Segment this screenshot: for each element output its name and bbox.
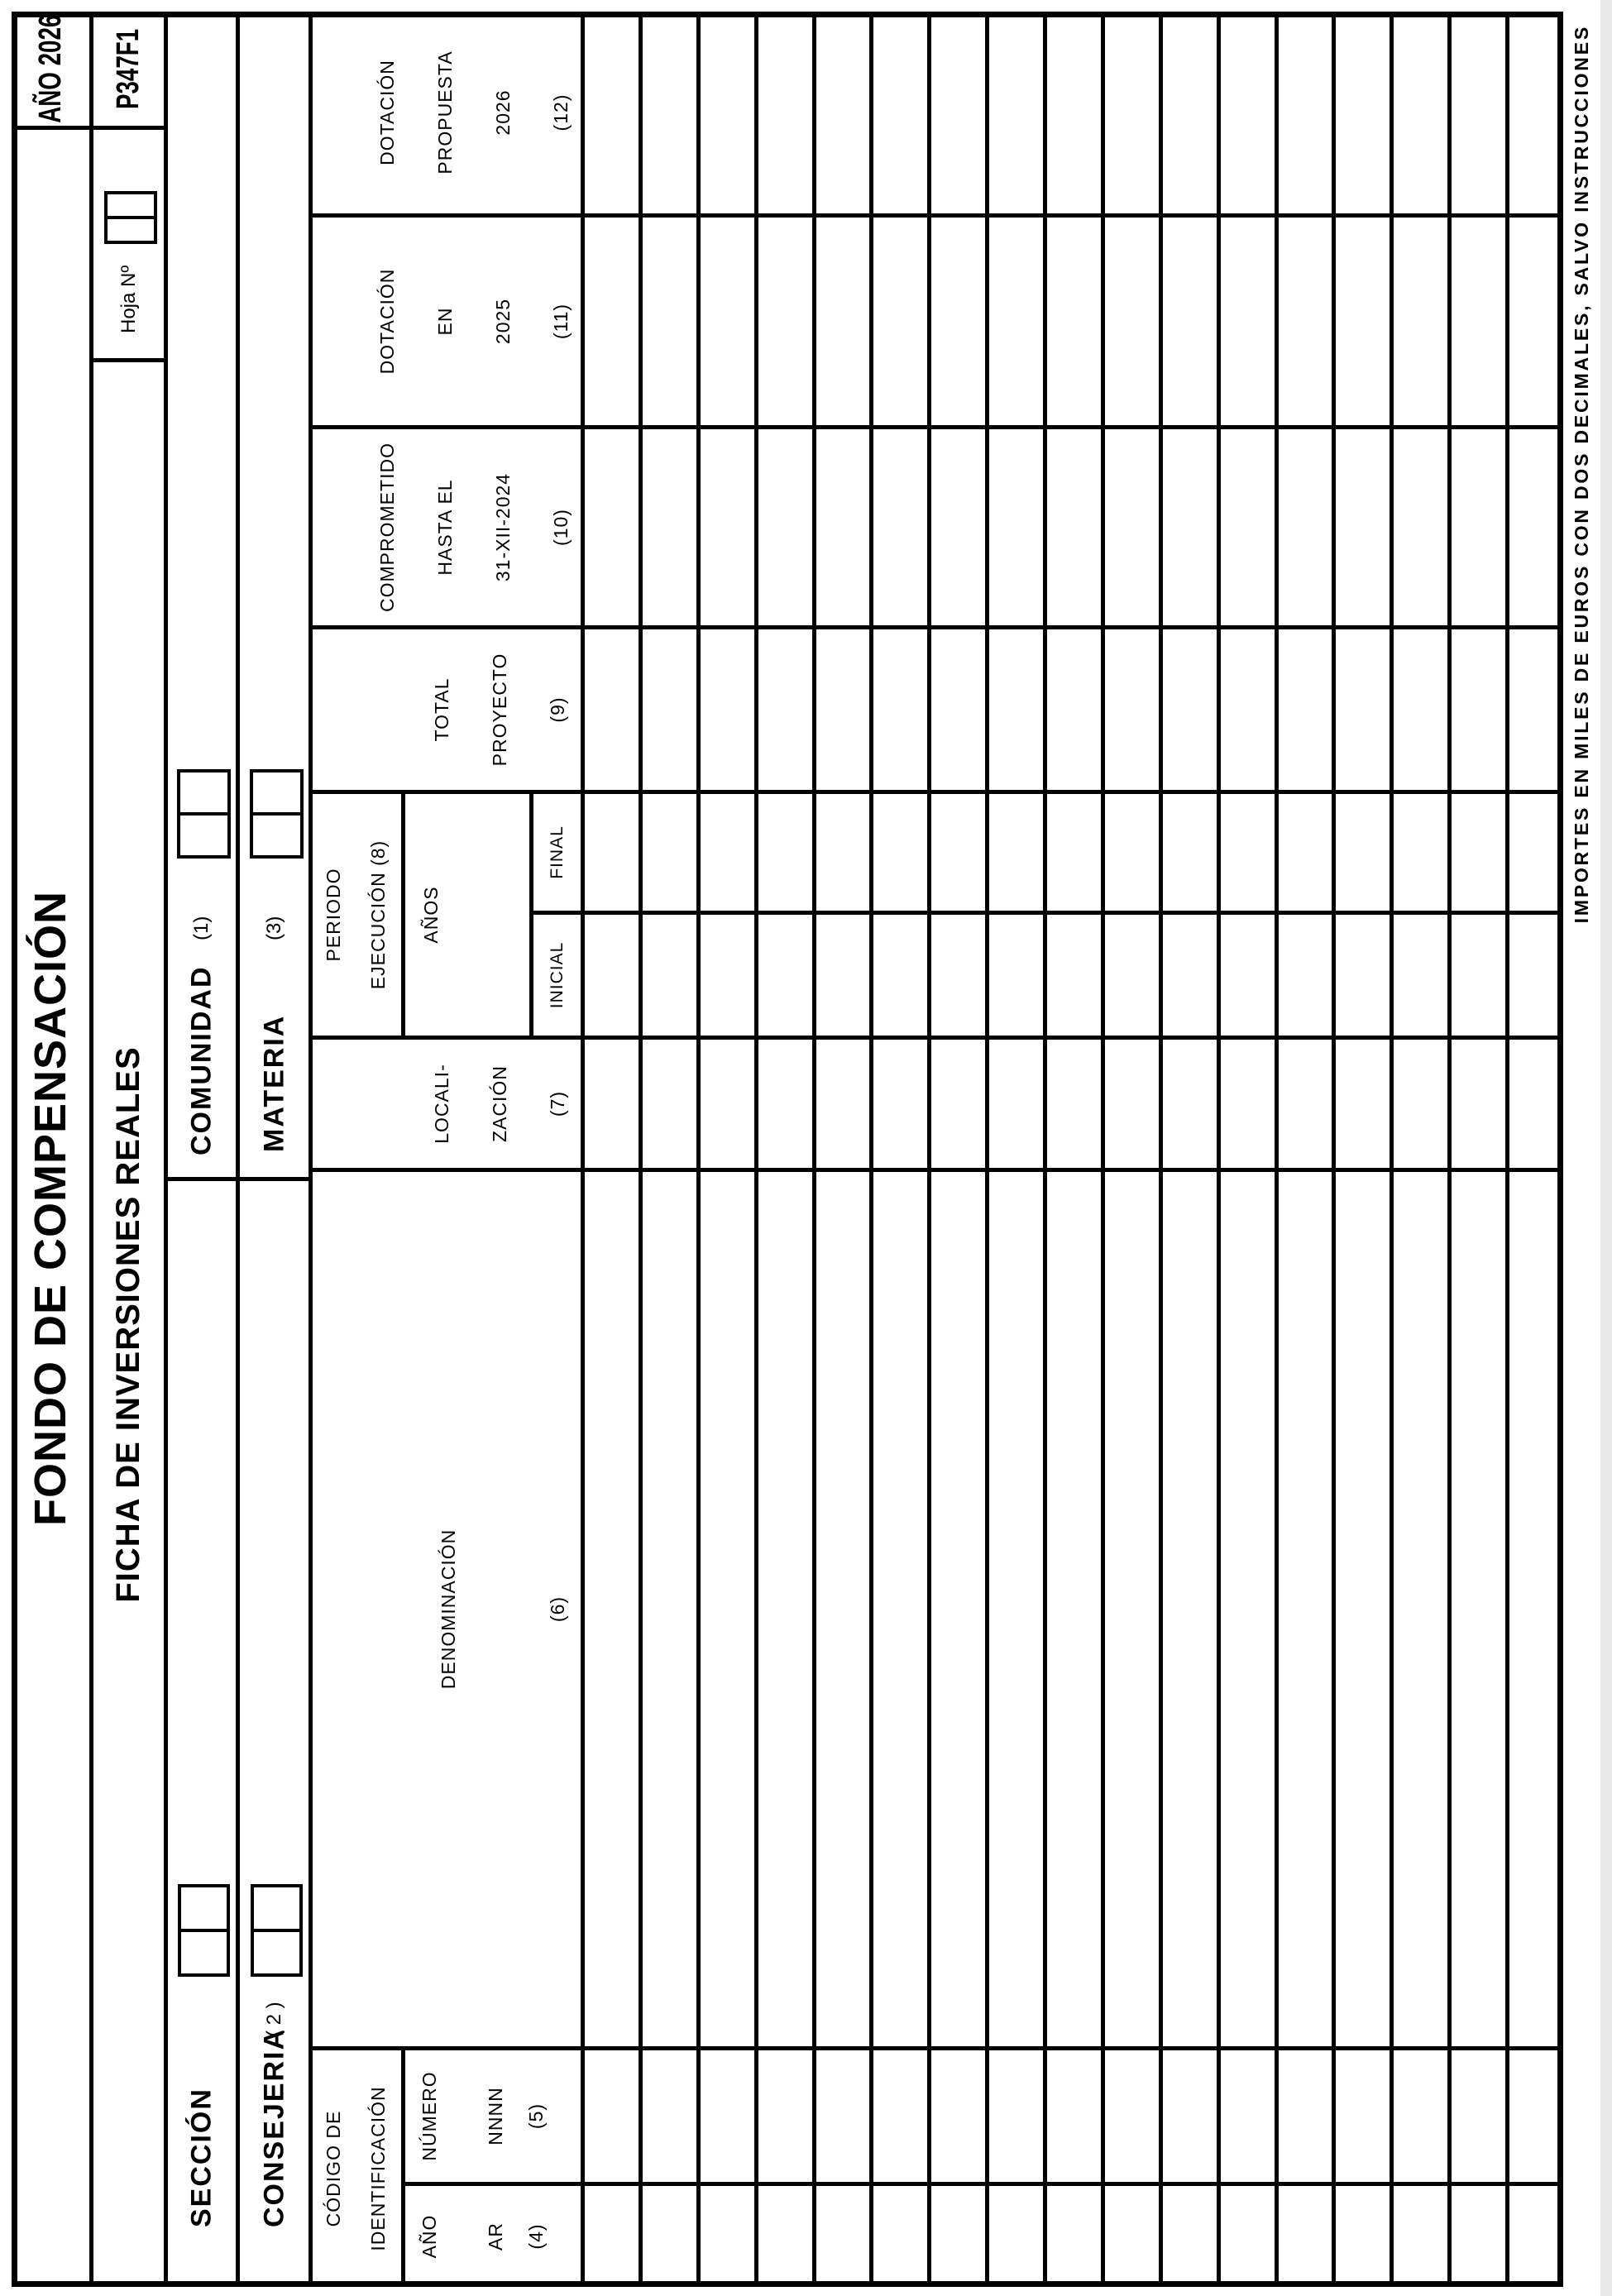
data-cell[interactable] <box>758 12 812 213</box>
data-cell[interactable] <box>989 213 1043 425</box>
data-cell[interactable] <box>931 12 985 213</box>
materia-box-1[interactable] <box>250 812 304 859</box>
col9-line1: TOTAL <box>431 677 452 742</box>
data-cell[interactable] <box>1047 425 1101 625</box>
data-cell[interactable] <box>1047 12 1101 213</box>
data-cell[interactable] <box>1452 2046 1505 2182</box>
seccion-code-boxes <box>178 1884 230 1977</box>
data-cell[interactable] <box>643 1036 696 1168</box>
data-cell[interactable] <box>1336 911 1390 1036</box>
data-cell[interactable] <box>643 1168 696 2046</box>
materia-number: (3) <box>262 916 285 940</box>
data-cell[interactable] <box>1336 2182 1390 2287</box>
data-cell[interactable] <box>1394 425 1447 625</box>
data-cell[interactable] <box>643 625 696 790</box>
data-cell[interactable] <box>1163 2182 1217 2287</box>
data-cell[interactable] <box>1163 1036 1217 1168</box>
col12-number: (12) <box>550 93 572 132</box>
data-cell[interactable] <box>873 790 927 911</box>
col8-line2: EJECUCIÓN (8) <box>367 839 389 990</box>
col5-line2: NNNN <box>485 2087 506 2145</box>
col8-anos: AÑOS <box>420 886 442 944</box>
data-cell[interactable] <box>1336 12 1390 213</box>
data-cell[interactable] <box>701 2046 754 2182</box>
data-cell[interactable] <box>1047 625 1101 790</box>
data-cell[interactable] <box>1221 213 1275 425</box>
data-cell[interactable] <box>989 425 1043 625</box>
hoja-label: Hoja Nº <box>117 265 140 333</box>
data-cell[interactable] <box>585 625 639 790</box>
data-row <box>1394 12 1452 2287</box>
data-cell[interactable] <box>1163 1168 1217 2046</box>
data-cell[interactable] <box>643 2182 696 2287</box>
data-cell[interactable] <box>1163 790 1217 911</box>
data-cell[interactable] <box>989 2182 1043 2287</box>
row-subtitle <box>93 12 168 2287</box>
row-title <box>12 12 93 2287</box>
data-cell[interactable] <box>758 213 812 425</box>
data-row <box>585 12 643 2287</box>
consejeria-box-2[interactable] <box>251 1884 303 1932</box>
data-cell[interactable] <box>701 213 754 425</box>
col7-line2: ZACIÓN <box>489 1065 510 1142</box>
row-consejeria-materia <box>240 12 313 2287</box>
data-cell[interactable] <box>873 2046 927 2182</box>
header-inicial-final <box>533 794 581 1036</box>
col12-line3: 2026 <box>492 89 514 136</box>
materia-code-boxes <box>250 769 304 859</box>
col10-line1: COMPROMETIDO <box>376 442 398 612</box>
data-cell[interactable] <box>1047 2182 1101 2287</box>
data-cell[interactable] <box>873 1036 927 1168</box>
data-cell[interactable] <box>816 425 870 625</box>
header-col-comprometido <box>313 425 581 625</box>
data-row <box>1452 12 1509 2287</box>
data-cell[interactable] <box>816 1168 870 2046</box>
data-cell[interactable] <box>931 1168 985 2046</box>
data-cell[interactable] <box>758 1168 812 2046</box>
data-cell[interactable] <box>1336 790 1390 911</box>
data-cell[interactable] <box>1221 425 1275 625</box>
data-cell[interactable] <box>989 12 1043 213</box>
data-cell[interactable] <box>585 213 639 425</box>
final-label: FINAL <box>548 825 567 879</box>
col11-line2: EN <box>434 307 456 336</box>
form-subtitle: FICHA DE INVERSIONES REALES <box>110 1046 146 1603</box>
data-cell[interactable] <box>873 425 927 625</box>
data-cell[interactable] <box>1105 12 1159 213</box>
inicial-label: INICIAL <box>548 941 567 1009</box>
col9-number: (9) <box>547 696 568 723</box>
data-cell[interactable] <box>873 911 927 1036</box>
data-cell[interactable] <box>1221 1036 1275 1168</box>
data-cell[interactable] <box>1394 2046 1447 2182</box>
data-cell[interactable] <box>1221 790 1275 911</box>
data-cell[interactable] <box>1279 12 1332 213</box>
data-cell[interactable] <box>931 2046 985 2182</box>
data-cell[interactable] <box>1452 213 1505 425</box>
data-cell[interactable] <box>1105 1168 1159 2046</box>
hoja-box-1[interactable] <box>104 216 157 244</box>
header-col-denominacion <box>313 1168 581 2046</box>
data-cell[interactable] <box>1394 2182 1447 2287</box>
data-cell[interactable] <box>1509 911 1563 1036</box>
data-cell[interactable] <box>873 1168 927 2046</box>
data-cell[interactable] <box>1047 1168 1101 2046</box>
data-row <box>1221 12 1279 2287</box>
data-cell[interactable] <box>1105 425 1159 625</box>
data-cell[interactable] <box>816 12 870 213</box>
data-cell[interactable] <box>873 2182 927 2287</box>
year-cell <box>12 12 89 126</box>
data-cell[interactable] <box>1394 625 1447 790</box>
data-cell[interactable] <box>1105 790 1159 911</box>
data-cell[interactable] <box>1221 911 1275 1036</box>
seccion-cell <box>168 1177 236 2287</box>
data-cell[interactable] <box>643 911 696 1036</box>
data-cell[interactable] <box>1336 2046 1390 2182</box>
codigo-line1: CÓDIGO DE <box>323 2110 344 2227</box>
comunidad-number: (1) <box>190 916 213 940</box>
data-cell[interactable] <box>1221 12 1275 213</box>
data-cell[interactable] <box>1452 12 1505 213</box>
data-cell[interactable] <box>1221 2182 1275 2287</box>
data-cell[interactable] <box>816 625 870 790</box>
col6-number: (6) <box>547 1595 568 1623</box>
data-cell[interactable] <box>1105 2046 1159 2182</box>
comunidad-box-1[interactable] <box>177 812 231 859</box>
table-header-band <box>313 12 585 2287</box>
data-cell[interactable] <box>643 12 696 213</box>
data-cell[interactable] <box>701 425 754 625</box>
data-cell[interactable] <box>1336 213 1390 425</box>
data-cell[interactable] <box>1047 790 1101 911</box>
subtitle-cell <box>93 358 164 2287</box>
data-cell[interactable] <box>816 2182 870 2287</box>
header-anos-label <box>405 794 533 1036</box>
data-cell[interactable] <box>873 213 927 425</box>
data-cell[interactable] <box>931 625 985 790</box>
data-row <box>816 12 874 2287</box>
form-code-cell <box>93 12 164 126</box>
data-cell[interactable] <box>1047 1036 1101 1168</box>
data-cell[interactable] <box>1279 790 1332 911</box>
data-cell[interactable] <box>816 790 870 911</box>
data-cell[interactable] <box>1279 1168 1332 2046</box>
year-label: AÑO 2026 <box>32 14 68 123</box>
data-cell[interactable] <box>585 2046 639 2182</box>
data-cell[interactable] <box>1394 12 1447 213</box>
data-cell[interactable] <box>1163 12 1217 213</box>
col6-line1: DENOMINACIÓN <box>438 1528 459 1690</box>
data-row <box>1105 12 1163 2287</box>
data-cell[interactable] <box>1509 1036 1563 1168</box>
data-cell[interactable] <box>1452 1036 1505 1168</box>
data-grid <box>585 12 1563 2287</box>
data-cell[interactable] <box>1336 1036 1390 1168</box>
data-cell[interactable] <box>931 2182 985 2287</box>
data-cell[interactable] <box>1509 625 1563 790</box>
data-cell[interactable] <box>1336 425 1390 625</box>
data-cell[interactable] <box>816 2046 870 2182</box>
seccion-box-1[interactable] <box>178 1929 230 1977</box>
col4-line1: AÑO <box>419 2214 440 2259</box>
col4-number: (4) <box>525 2223 547 2250</box>
data-cell[interactable] <box>1047 911 1101 1036</box>
data-cell[interactable] <box>931 425 985 625</box>
col8-line1: PERIODO <box>323 868 344 962</box>
col7-number: (7) <box>547 1090 568 1117</box>
header-col-dotacion-2025 <box>313 213 581 425</box>
header-periodo-label <box>313 794 405 1036</box>
data-row <box>1279 12 1337 2287</box>
data-cell[interactable] <box>931 1036 985 1168</box>
col11-line3: 2025 <box>492 298 514 345</box>
col10-line3: 31-XII-2024 <box>492 472 514 582</box>
data-cell[interactable] <box>758 1036 812 1168</box>
comunidad-cell <box>168 12 236 1177</box>
header-inicial <box>533 911 581 1036</box>
header-col-localizacion <box>313 1036 581 1168</box>
data-cell[interactable] <box>1279 213 1332 425</box>
col4-line2: AR <box>485 2222 506 2251</box>
comunidad-code-boxes <box>177 769 231 859</box>
data-cell[interactable] <box>1163 425 1217 625</box>
consejeria-cell <box>240 1177 309 2287</box>
data-cell[interactable] <box>1394 911 1447 1036</box>
data-cell[interactable] <box>585 1036 639 1168</box>
data-cell[interactable] <box>1394 213 1447 425</box>
data-cell[interactable] <box>1279 1036 1332 1168</box>
data-cell[interactable] <box>643 2046 696 2182</box>
data-cell[interactable] <box>1452 1168 1505 2046</box>
data-cell[interactable] <box>758 2182 812 2287</box>
data-cell[interactable] <box>1163 625 1217 790</box>
data-cell[interactable] <box>758 790 812 911</box>
data-cell[interactable] <box>1105 2182 1159 2287</box>
hoja-box-2[interactable] <box>104 191 157 219</box>
data-cell[interactable] <box>1221 1168 1275 2046</box>
data-row <box>1047 12 1105 2287</box>
data-row <box>1336 12 1394 2287</box>
data-cell[interactable] <box>1509 425 1563 625</box>
data-cell[interactable] <box>1163 2046 1217 2182</box>
data-cell[interactable] <box>701 1168 754 2046</box>
data-cell[interactable] <box>989 1168 1043 2046</box>
consejeria-number: ( 2 ) <box>262 2002 285 2037</box>
data-cell[interactable] <box>758 625 812 790</box>
data-cell[interactable] <box>931 213 985 425</box>
data-cell[interactable] <box>701 911 754 1036</box>
footnote: IMPORTES EN MILES DE EUROS CON DOS DECIMALES, SALVO INSTRUCCIONES <box>1571 25 1592 924</box>
data-cell[interactable] <box>1452 2182 1505 2287</box>
data-cell[interactable] <box>1105 911 1159 1036</box>
data-cell[interactable] <box>873 625 927 790</box>
data-cell[interactable] <box>1394 1168 1447 2046</box>
data-cell[interactable] <box>1279 2046 1332 2182</box>
data-cell[interactable] <box>931 911 985 1036</box>
data-cell[interactable] <box>585 12 639 213</box>
data-cell[interactable] <box>1105 1036 1159 1168</box>
data-cell[interactable] <box>1279 625 1332 790</box>
data-cell[interactable] <box>701 2182 754 2287</box>
header-col-numero <box>405 2050 581 2182</box>
data-cell[interactable] <box>989 625 1043 790</box>
col10-line2: HASTA EL <box>434 479 456 576</box>
data-cell[interactable] <box>816 911 870 1036</box>
data-cell[interactable] <box>643 425 696 625</box>
data-cell[interactable] <box>989 911 1043 1036</box>
data-cell[interactable] <box>1452 425 1505 625</box>
col11-number: (11) <box>550 303 572 340</box>
consejeria-box-1[interactable] <box>251 1929 303 1977</box>
data-cell[interactable] <box>989 1036 1043 1168</box>
materia-label: MATERIA <box>258 1014 289 1152</box>
data-cell[interactable] <box>1509 2182 1563 2287</box>
seccion-box-2[interactable] <box>178 1884 230 1932</box>
col11-line1: DOTACIÓN <box>376 268 398 375</box>
data-cell[interactable] <box>816 213 870 425</box>
data-cell[interactable] <box>1105 625 1159 790</box>
data-cell[interactable] <box>1509 790 1563 911</box>
data-cell[interactable] <box>701 1036 754 1168</box>
data-cell[interactable] <box>1279 911 1332 1036</box>
col12-line1: DOTACIÓN <box>376 60 398 165</box>
data-cell[interactable] <box>1221 625 1275 790</box>
data-cell[interactable] <box>1279 2182 1332 2287</box>
header-col-periodo <box>313 790 581 1036</box>
data-cell[interactable] <box>1105 213 1159 425</box>
data-cell[interactable] <box>1336 1168 1390 2046</box>
data-cell[interactable] <box>585 2182 639 2287</box>
data-row <box>873 12 931 2287</box>
data-cell[interactable] <box>585 790 639 911</box>
data-cell[interactable] <box>1047 213 1101 425</box>
col10-number: (10) <box>550 509 572 546</box>
col7-line1: LOCALI- <box>431 1064 452 1144</box>
main-title-cell <box>12 126 89 2287</box>
form-title: FONDO DE COMPENSACIÓN <box>26 890 75 1527</box>
header-codigo-subcolumns <box>405 2050 581 2287</box>
comunidad-label: COMUNIDAD <box>185 965 218 1155</box>
data-row <box>758 12 816 2287</box>
data-cell[interactable] <box>1394 790 1447 911</box>
col5-number: (5) <box>525 2102 547 2130</box>
header-col-ano <box>405 2182 581 2287</box>
data-cell[interactable] <box>816 1036 870 1168</box>
data-cell[interactable] <box>1509 213 1563 425</box>
data-row <box>1163 12 1221 2287</box>
data-cell[interactable] <box>989 790 1043 911</box>
data-cell[interactable] <box>1509 12 1563 213</box>
data-cell[interactable] <box>701 625 754 790</box>
data-row <box>643 12 701 2287</box>
row-seccion-comunidad <box>168 12 240 2287</box>
header-codigo-label <box>313 2050 405 2287</box>
hoja-cell <box>93 126 164 358</box>
col9-line2: PROYECTO <box>489 653 510 767</box>
data-row <box>701 12 758 2287</box>
data-row <box>931 12 989 2287</box>
consejeria-label: CONSEJERIA <box>258 2027 289 2227</box>
codigo-line2: IDENTIFICACIÓN <box>367 2086 389 2251</box>
data-cell[interactable] <box>1163 213 1217 425</box>
data-cell[interactable] <box>1452 911 1505 1036</box>
data-cell[interactable] <box>1509 2046 1563 2182</box>
data-cell[interactable] <box>585 1168 639 2046</box>
data-cell[interactable] <box>643 790 696 911</box>
data-cell[interactable] <box>1452 625 1505 790</box>
data-cell[interactable] <box>701 12 754 213</box>
data-cell[interactable] <box>1163 911 1217 1036</box>
data-row <box>989 12 1047 2287</box>
data-cell[interactable] <box>585 911 639 1036</box>
data-cell[interactable] <box>1221 2046 1275 2182</box>
data-row <box>1509 12 1563 2287</box>
data-cell[interactable] <box>758 911 812 1036</box>
data-cell[interactable] <box>758 2046 812 2182</box>
seccion-label: SECCIÓN <box>185 2088 218 2227</box>
data-cell[interactable] <box>931 790 985 911</box>
data-cell[interactable] <box>1509 1168 1563 2046</box>
data-cell[interactable] <box>1047 2046 1101 2182</box>
consejeria-code-boxes <box>251 1884 303 1977</box>
header-col-dotacion-2026 <box>313 12 581 213</box>
col5-line1: NÚMERO <box>419 2071 440 2161</box>
header-codigo-group <box>313 2046 581 2287</box>
data-cell[interactable] <box>758 425 812 625</box>
materia-cell <box>240 12 309 1177</box>
data-cell[interactable] <box>1452 790 1505 911</box>
hoja-number-boxes <box>104 191 157 244</box>
data-cell[interactable] <box>989 2046 1043 2182</box>
data-cell[interactable] <box>643 213 696 425</box>
data-cell[interactable] <box>1279 425 1332 625</box>
comunidad-box-2[interactable] <box>177 769 231 816</box>
data-cell[interactable] <box>1336 625 1390 790</box>
materia-box-2[interactable] <box>250 769 304 816</box>
form-code: P347F1 <box>111 28 146 109</box>
data-cell[interactable] <box>701 790 754 911</box>
header-final <box>533 794 581 911</box>
data-cell[interactable] <box>585 425 639 625</box>
header-col-total <box>313 625 581 790</box>
data-cell[interactable] <box>1394 1036 1447 1168</box>
data-cell[interactable] <box>873 12 927 213</box>
col12-line2: PROPUESTA <box>434 50 456 175</box>
